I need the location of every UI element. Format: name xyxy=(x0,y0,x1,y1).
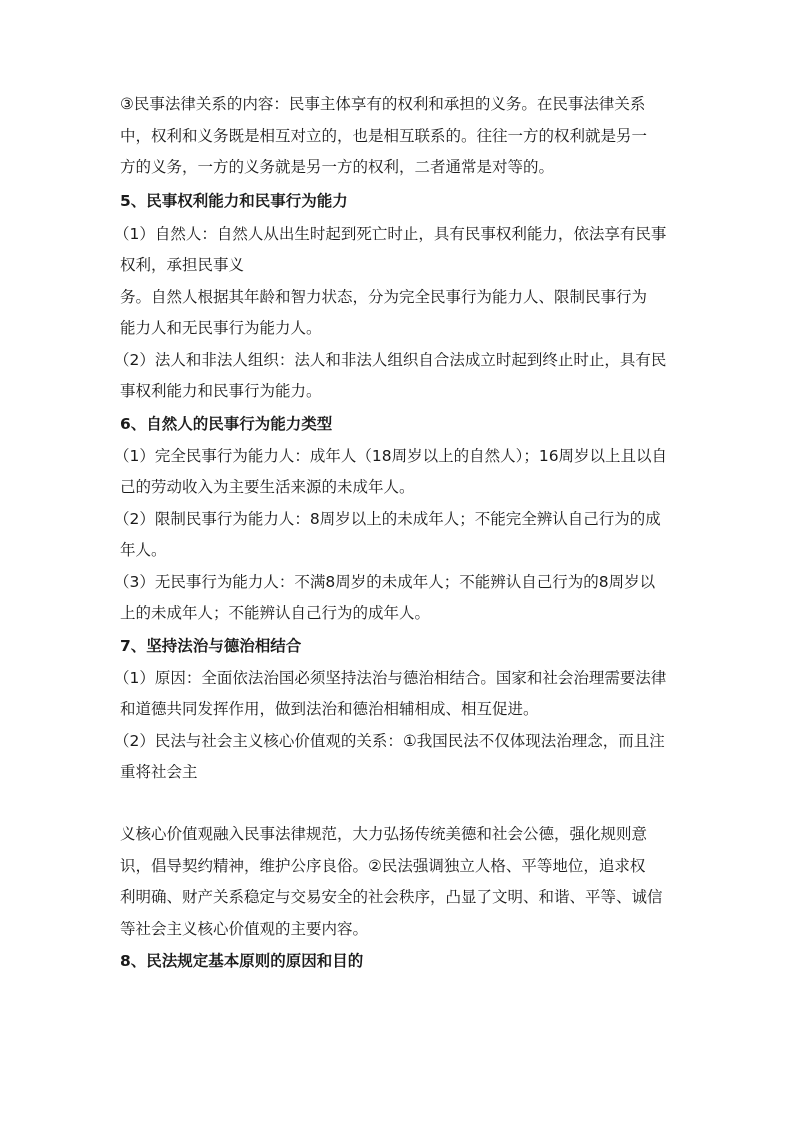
paragraph-line: 事权利能力和民事行为能力。 xyxy=(120,382,322,400)
list-item: （2）限制民事行为能力人：8周岁以上的未成年人；不能完全辨认自己行为的成 xyxy=(114,510,661,528)
paragraph-line: 方的义务，一方的义务就是另一方的权利，二者通常是对等的。 xyxy=(120,158,555,176)
paragraph-line: 年人。 xyxy=(120,541,167,559)
list-item: （1）原因：全面依法治国必须坚持法治与德治相结合。国家和社会治理需要法律 xyxy=(114,669,667,687)
paragraph-line: 己的劳动收入为主要生活来源的未成年人。 xyxy=(120,478,415,496)
section-heading: 8、民法规定基本原则的原因和目的 xyxy=(120,952,364,970)
paragraph-line: 重将社会主 xyxy=(120,763,198,781)
list-item: （1）自然人：自然人从出生时起到死亡时止，具有民事权利能力，依法享有民事 xyxy=(114,225,667,243)
paragraph-line: 和道德共同发挥作用，做到法治和德治相辅相成、相互促进。 xyxy=(120,700,539,718)
list-item: （2）民法与社会主义核心价值观的关系：①我国民法不仅体现法治理念，而且注 xyxy=(114,732,665,750)
paragraph-line: 识，倡导契约精神，维护公序良俗。②民法强调独立人格、平等地位，追求权 xyxy=(120,857,646,875)
list-item: （2）法人和非法人组织：法人和非法人组织自合法成立时起到终止时止，具有民 xyxy=(114,351,667,369)
paragraph-line: 等社会主义核心价值观的主要内容。 xyxy=(120,920,369,938)
paragraph-line: 义核心价值观融入民事法律规范，大力弘扬传统美德和社会公德，强化规则意 xyxy=(120,825,648,843)
section-heading: 6、自然人的民事行为能力类型 xyxy=(120,415,333,433)
section-heading: 7、坚持法治与德治相结合 xyxy=(120,637,302,655)
paragraph-line: 权利，承担民事义 xyxy=(120,256,245,274)
paragraph-line: 能力人和无民事行为能力人。 xyxy=(120,319,322,337)
list-item: （3）无民事行为能力人：不满8周岁的未成年人；不能辨认自己行为的8周岁以 xyxy=(114,573,656,591)
list-item: （1）完全民事行为能力人：成年人（18周岁以上的自然人）；16周岁以上且以自 xyxy=(114,447,668,465)
section-heading: 5、民事权利能力和民事行为能力 xyxy=(120,192,348,210)
paragraph-line: 上的未成年人；不能辨认自己行为的成年人。 xyxy=(120,604,431,622)
paragraph-line: 利明确、财产关系稳定与交易安全的社会秩序，凸显了文明、和谐、平等、诚信 xyxy=(120,888,663,906)
paragraph-line: 中，权利和义务既是相互对立的，也是相互联系的。往往一方的权利就是另一 xyxy=(120,127,648,145)
paragraph-line: ③民事法律关系的内容：民事主体享有的权利和承担的义务。在民事法律关系 xyxy=(120,95,646,113)
paragraph-line: 务。自然人根据其年龄和智力状态，分为完全民事行为能力人、限制民事行为 xyxy=(120,288,648,306)
